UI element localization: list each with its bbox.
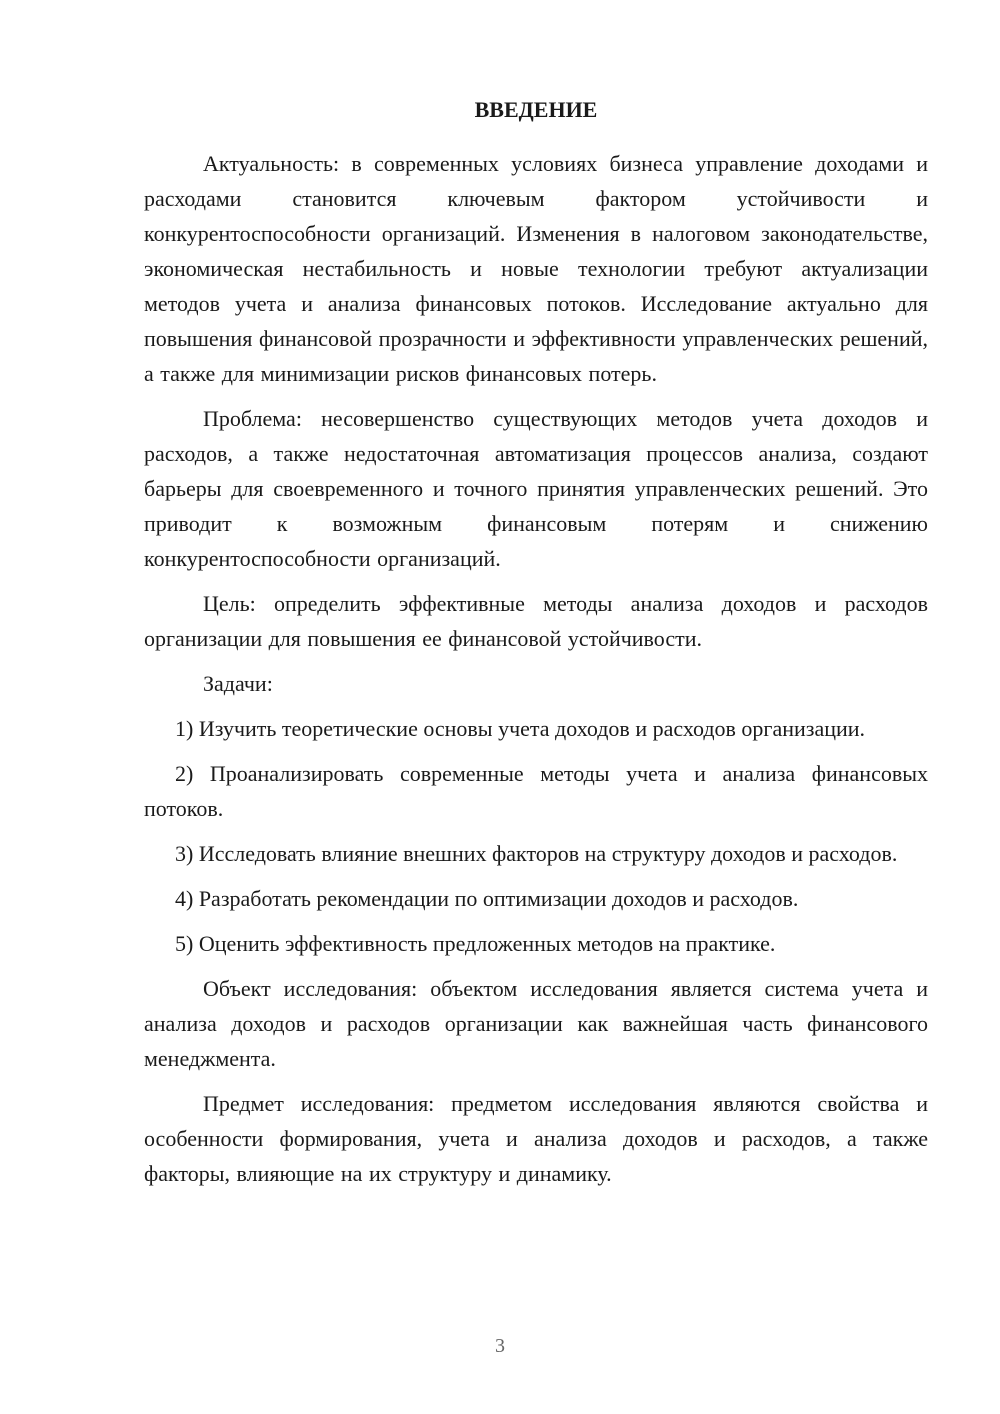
paragraph-subject: Предмет исследования: предметом исследования являются свойства и особенности формирования, учета и анализа доходов и расходов, а также факторы, влияющие на их структуру и динамику. bbox=[144, 1091, 928, 1186]
page-number: 3 bbox=[495, 1335, 505, 1357]
task-item-1: 1) Изучить теоретические основы учета доходов и расходов организации. bbox=[175, 716, 866, 741]
paragraph-goal: Цель: определить эффективные методы анализа доходов и расходов организации для повышения ее финансовой устойчивости. bbox=[144, 591, 928, 651]
task-item-2: 2) Проанализировать современные методы учета и анализа финансовых потоков. bbox=[144, 761, 928, 821]
section-heading: ВВЕДЕНИЕ bbox=[474, 97, 598, 122]
task-item-3: 3) Исследовать влияние внешних факторов на структуру доходов и расходов. bbox=[175, 841, 898, 866]
paragraph-relevance: Актуальность: в современных условиях бизнеса управление доходами и расходами становится ключевым фактором устойчивости и конкурентоспособности организаций. Изменения в налоговом законодательстве, экономическая нестабильность и новые технологии требуют актуализации методов учета и анализа финансовых потоков. Исследование актуально для повышения финансовой прозрачности и эффективности управленческих решений, а также для минимизации рисков финансовых потерь. bbox=[144, 151, 928, 386]
task-item-4: 4) Разработать рекомендации по оптимизации доходов и расходов. bbox=[175, 886, 799, 911]
tasks-title: Задачи: bbox=[203, 671, 273, 696]
document-page bbox=[144, 96, 928, 1201]
task-item-5: 5) Оценить эффективность предложенных методов на практике. bbox=[175, 931, 776, 956]
paragraph-object: Объект исследования: объектом исследования является система учета и анализа доходов и расходов организации как важнейшая часть финансового менеджмента. bbox=[144, 976, 928, 1071]
paragraph-problem: Проблема: несовершенство существующих методов учета доходов и расходов, а также недостаточная автоматизация процессов анализа, создают барьеры для своевременного и точного принятия управленческих решений. Это приводит к возможным финансовым потерям и снижению конкурентоспособности организаций. bbox=[144, 406, 928, 571]
